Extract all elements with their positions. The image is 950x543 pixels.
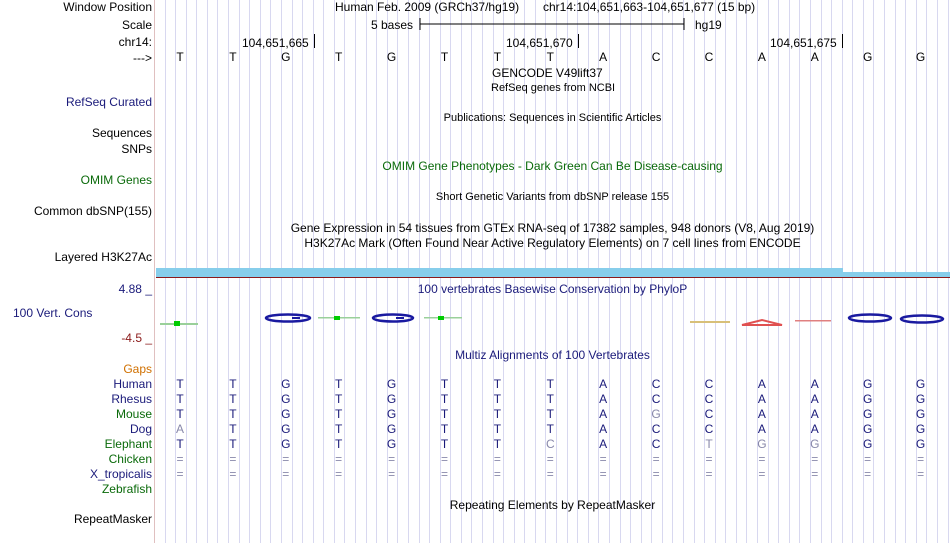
snps-track-label[interactable]: SNPs — [121, 142, 152, 156]
alignment-base: = — [705, 467, 713, 481]
cons-logo-neg-A — [742, 320, 782, 325]
cons-logo-neg-1 — [690, 321, 730, 323]
cons-max-label: 4.88 _ — [118, 282, 152, 296]
alignment-base: A — [757, 377, 766, 391]
alignment-base: A — [599, 437, 608, 451]
alignment-base: = — [917, 452, 925, 466]
species-label: X_tropicalis — [89, 467, 152, 481]
alignment-base: T — [546, 407, 554, 421]
alignment-base: T — [229, 392, 237, 406]
alignment-base: T — [440, 377, 449, 391]
h3k27ac-track-label[interactable]: Layered H3K27Ac — [54, 250, 152, 264]
cons-logo-G2 — [373, 315, 413, 322]
reference-base: T — [546, 50, 554, 64]
assembly-text: Human Feb. 2009 (GRCh37/hg19) — [335, 0, 520, 14]
species-label: Dog — [129, 422, 152, 436]
cons-logo-G4 — [901, 316, 943, 323]
omim-track-label[interactable]: OMIM Genes — [80, 173, 152, 187]
alignment-base: T — [229, 437, 237, 451]
alignment-base: T — [546, 377, 554, 391]
alignment-base: A — [810, 407, 819, 421]
alignment-base: T — [229, 422, 237, 436]
h3k27ac-track-title[interactable]: H3K27Ac Mark (Often Found Near Active Regulatory Elements) on 7 cell lines from ENCODE — [304, 236, 801, 250]
alignment-base: = — [758, 452, 766, 466]
alignment-base: G — [386, 422, 397, 436]
alignment-base: = — [335, 467, 343, 481]
alignment-base: C — [704, 377, 714, 391]
sequences-track-label[interactable]: Sequences — [91, 126, 152, 140]
alignment-base: T — [546, 422, 554, 436]
alignment-base: T — [176, 407, 184, 421]
db-text: hg19 — [695, 18, 722, 32]
alignment-base: A — [810, 392, 819, 406]
alignment-base: = — [440, 467, 448, 481]
alignment-base: G — [281, 437, 291, 451]
alignment-base: T — [546, 392, 554, 406]
gaps-label: Gaps — [123, 362, 152, 376]
alignment-base: T — [440, 422, 449, 436]
alignment-base: T — [705, 437, 713, 451]
cons-logo-T1 — [318, 316, 360, 320]
alignment-base: G — [863, 422, 873, 436]
alignment-base: G — [386, 437, 397, 451]
alignment-base: C — [704, 422, 714, 436]
alignment-base: = — [546, 452, 554, 466]
reference-base: A — [599, 50, 608, 64]
alignment-base: C — [651, 422, 661, 436]
repeatmasker-track-label[interactable]: RepeatMasker — [73, 512, 152, 526]
alignment-base: A — [810, 377, 819, 391]
alignment-base: = — [440, 452, 448, 466]
reference-base: G — [863, 50, 873, 64]
coord-tick-3: 104,651,675 — [770, 36, 837, 50]
species-label: Chicken — [108, 452, 152, 466]
repeatmasker-track-title[interactable]: Repeating Elements by RepeatMasker — [449, 498, 656, 512]
reference-base: A — [757, 50, 766, 64]
alignment-base: = — [864, 452, 872, 466]
alignment-base: A — [757, 392, 766, 406]
coord-tick-2: 104,651,670 — [506, 36, 573, 50]
alignment-base: G — [386, 377, 397, 391]
species-label: Rhesus — [111, 392, 152, 406]
reference-base: G — [915, 50, 926, 64]
window-position-label: Window Position — [63, 0, 152, 14]
alignment-base: G — [386, 392, 397, 406]
alignment-base: = — [176, 467, 184, 481]
alignment-base: T — [493, 437, 502, 451]
alignment-base: = — [493, 467, 501, 481]
scale-text: 5 bases — [371, 18, 414, 32]
alignment-base: T — [335, 407, 343, 421]
coord-tick-1: 104,651,665 — [242, 36, 309, 50]
alignment-base: = — [388, 452, 396, 466]
species-label: Elephant — [104, 437, 152, 451]
alignment-base: C — [704, 392, 714, 406]
alignment-base: T — [335, 422, 343, 436]
alignment-base: = — [493, 452, 501, 466]
gencode-track-title[interactable]: GENCODE V49lift37 — [492, 66, 603, 80]
alignment-base: A — [599, 392, 608, 406]
reference-base: C — [704, 50, 714, 64]
alignment-base: = — [599, 467, 607, 481]
cons-min-label: -4.5 _ — [121, 331, 152, 345]
alignment-base: = — [811, 467, 819, 481]
alignment-base: T — [440, 407, 449, 421]
omim-track-title[interactable]: OMIM Gene Phenotypes - Dark Green Can Be Disease-causing — [382, 159, 723, 173]
alignment-base: T — [229, 407, 237, 421]
alignment-base: A — [599, 377, 608, 391]
alignment-base: = — [864, 467, 872, 481]
alignment-base: T — [176, 377, 184, 391]
alignment-base: C — [651, 437, 661, 451]
alignment-base: T — [493, 377, 502, 391]
alignment-base: A — [757, 407, 766, 421]
alignment-base: G — [915, 377, 926, 391]
alignment-base: = — [652, 467, 660, 481]
alignment-base: A — [757, 422, 766, 436]
alignment-base: = — [652, 452, 660, 466]
alignment-base: = — [282, 467, 290, 481]
cons-logo-G1 — [266, 315, 310, 322]
reference-base: T — [229, 50, 237, 64]
alignment-base: T — [493, 422, 502, 436]
alignment-base: G — [915, 437, 926, 451]
alignment-base: = — [705, 452, 713, 466]
chrom-label: chr14: — [118, 35, 152, 49]
alignment-base: G — [651, 407, 661, 421]
cons-track-title[interactable]: 100 vertebrates Basewise Conservation by PhyloP — [417, 282, 688, 296]
alignment-base: = — [811, 452, 819, 466]
alignment-base: = — [388, 467, 396, 481]
species-label: Mouse — [115, 407, 152, 421]
alignment-base: G — [810, 437, 820, 451]
alignment-base: T — [440, 437, 449, 451]
alignment-base: G — [281, 392, 291, 406]
alignment-base: A — [175, 422, 184, 436]
reference-base: T — [335, 50, 343, 64]
position-text: chr14:104,651,663-104,651,677 (15 bp) — [543, 0, 756, 14]
alignment-base: = — [282, 452, 290, 466]
reference-base: A — [810, 50, 819, 64]
multiz-track-title[interactable]: Multiz Alignments of 100 Vertebrates — [455, 348, 650, 362]
alignment-base: C — [651, 377, 661, 391]
species-label: Human — [113, 377, 152, 391]
alignment-base: C — [545, 437, 555, 451]
alignment-base: A — [599, 422, 608, 436]
alignment-base: T — [176, 437, 184, 451]
reference-base: C — [651, 50, 661, 64]
strand-label[interactable]: ---> — [133, 51, 152, 65]
alignment-base: = — [229, 452, 237, 466]
alignment-base: = — [176, 452, 184, 466]
refseq-track-label[interactable]: RefSeq Curated — [65, 95, 152, 109]
alignment-base: T — [335, 392, 343, 406]
alignment-base: T — [493, 392, 502, 406]
cons-logo-neg-3 — [795, 320, 831, 322]
alignment-base: T — [176, 392, 184, 406]
reference-base: T — [176, 50, 184, 64]
alignment-base: T — [335, 377, 343, 391]
alignment-base: = — [229, 467, 237, 481]
alignment-base: T — [229, 377, 237, 391]
alignment-base: T — [440, 392, 449, 406]
alignment-base: A — [810, 422, 819, 436]
alignment-base: = — [335, 452, 343, 466]
alignment-base: G — [915, 407, 926, 421]
alignment-base: A — [599, 407, 608, 421]
alignment-base: = — [599, 452, 607, 466]
scale-label: Scale — [121, 18, 152, 32]
alignment-base: = — [758, 467, 766, 481]
dbsnp-track-title[interactable]: Short Genetic Variants from dbSNP release 155 — [435, 191, 670, 203]
alignment-base: C — [651, 392, 661, 406]
reference-base: T — [493, 50, 502, 64]
alignment-base: C — [704, 407, 714, 421]
cons-logo-T2 — [424, 316, 462, 320]
species-label: Zebrafish — [101, 482, 152, 496]
alignment-base: G — [281, 377, 291, 391]
alignment-base: G — [863, 392, 873, 406]
alignment-base: G — [863, 407, 873, 421]
alignment-base: G — [915, 422, 926, 436]
cons-logo-G3 — [849, 315, 891, 322]
alignment-base: G — [863, 377, 873, 391]
alignment-base: G — [281, 407, 291, 421]
alignment-base: G — [281, 422, 291, 436]
alignment-base: G — [915, 392, 926, 406]
alignment-base: = — [546, 467, 554, 481]
reference-base: G — [281, 50, 291, 64]
alignment-base: G — [757, 437, 767, 451]
alignment-base: = — [917, 467, 925, 481]
publications-track-title[interactable]: Publications: Sequences in Scientific Articles — [443, 112, 662, 124]
refseq-track-subtitle: RefSeq genes from NCBI — [491, 82, 616, 94]
alignment-base: G — [863, 437, 873, 451]
cons-track-label[interactable]: 100 Vert. Cons — [13, 306, 93, 320]
alignment-base: G — [386, 407, 397, 421]
alignment-base: T — [335, 437, 343, 451]
reference-base: T — [440, 50, 449, 64]
cons-logo-1 — [160, 321, 198, 326]
dbsnp-track-label[interactable]: Common dbSNP(155) — [33, 204, 152, 218]
alignment-base: T — [493, 407, 502, 421]
gtex-track-title[interactable]: Gene Expression in 54 tissues from GTEx RNA-seq of 17382 samples, 948 donors (V8, Aug 2019) — [290, 221, 815, 235]
reference-base: G — [386, 50, 397, 64]
